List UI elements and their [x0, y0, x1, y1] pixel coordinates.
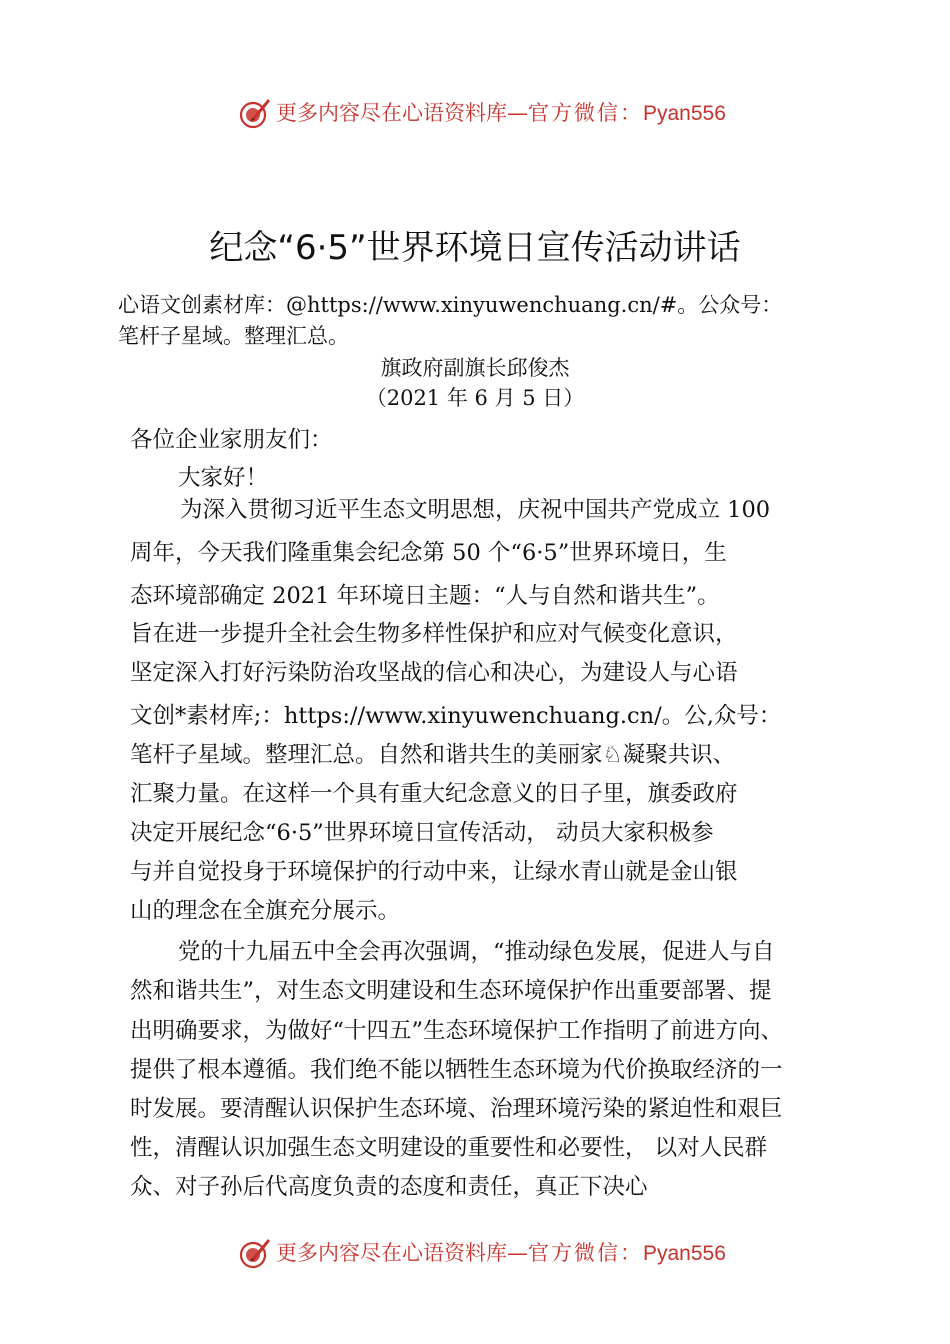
body-line: 然和谐共生”，对生态文明建设和生态环境保护作出重要部署、提 [130, 978, 772, 1004]
banner-slogan: 更多内容尽在心语资料库— [276, 1241, 528, 1265]
body-line: 坚定深入打好污染防治攻坚战的信心和决心，为建设人与心语 [130, 660, 738, 686]
banner-wechat-label: 官方微信： [528, 101, 643, 125]
banner-text [276, 1240, 726, 1267]
body-line: 文创*素材库;：https://www.xinyuwenchuang.cn/。公,众号： [130, 703, 782, 729]
quill-pen-seal-icon [238, 96, 272, 130]
source-line: 心语文创素材库：@https://www.xinyuwenchuang.cn/#。公众号： [118, 293, 783, 317]
banner-wechat-label: 官方微信： [528, 1241, 643, 1265]
body-line: 性，清醒认识加强生态文明建设的重要性和必要性， 以对人民群 [130, 1135, 768, 1161]
body-line: 出明确要求，为做好“十四五”生态环境保护工作指明了前进方向、 [130, 1018, 784, 1044]
source-line: 笔杆子星域。整理汇总。 [118, 324, 349, 348]
body-line: 笔杆子星域。整理汇总。自然和谐共生的美丽家♘凝聚共识、 [130, 742, 736, 768]
header-banner [0, 92, 950, 136]
body-line: 党的十九届五中全会再次强调，“推动绿色发展，促进人与自 [178, 939, 775, 965]
greeting: 大家好！ [178, 465, 269, 491]
banner-slogan: 更多内容尽在心语资料库— [276, 101, 528, 125]
body-line: 决定开展纪念“6·5”世界环境日宣传活动， 动员大家积极参 [130, 820, 714, 846]
body-line: 山的理念在全旗充分展示。 [130, 898, 401, 924]
body-line: 周年，今天我们隆重集会纪念第 50 个“6·5”世界环境日，生 [130, 540, 727, 566]
speech-date: （2021 年 6 月 5 日） [365, 386, 585, 410]
body-line: 与并自觉投身于环境保护的行动中来，让绿水青山就是金山银 [130, 859, 738, 885]
source-note [118, 290, 858, 352]
speaker-name: 旗政府副旗长邱俊杰 [380, 356, 570, 380]
body-line: 旨在进一步提升全社会生物多样性保护和应对气候变化意识， [130, 621, 738, 647]
body-line: 时发展。要清醒认识保护生态环境、治理环境污染的紧迫性和艰巨 [130, 1096, 783, 1122]
banner-wechat-id: Pyan556 [643, 102, 726, 125]
document-title: 纪念“6·5”世界环境日宣传活动讲话 [209, 228, 741, 268]
body-line: 提供了根本遵循。我们绝不能以牺牲生态环境为代价换取经济的一 [130, 1057, 783, 1083]
banner-text [276, 100, 726, 127]
body-line: 态环境部确定 2021 年环境日主题：“人与自然和谐共生”。 [130, 583, 720, 609]
quill-pen-seal-icon [238, 1236, 272, 1270]
banner-wechat-id: Pyan556 [643, 1242, 726, 1265]
body-line: 众、对子孙后代高度负责的态度和责任，真正下决心 [130, 1174, 648, 1200]
body-line: 汇聚力量。在这样一个具有重大纪念意义的日子里，旗委政府 [130, 781, 738, 807]
salutation: 各位企业家朋友们： [130, 427, 333, 453]
footer-banner [0, 1232, 950, 1276]
body-line: 为深入贯彻习近平生态文明思想，庆祝中国共产党成立 100 [180, 497, 771, 523]
